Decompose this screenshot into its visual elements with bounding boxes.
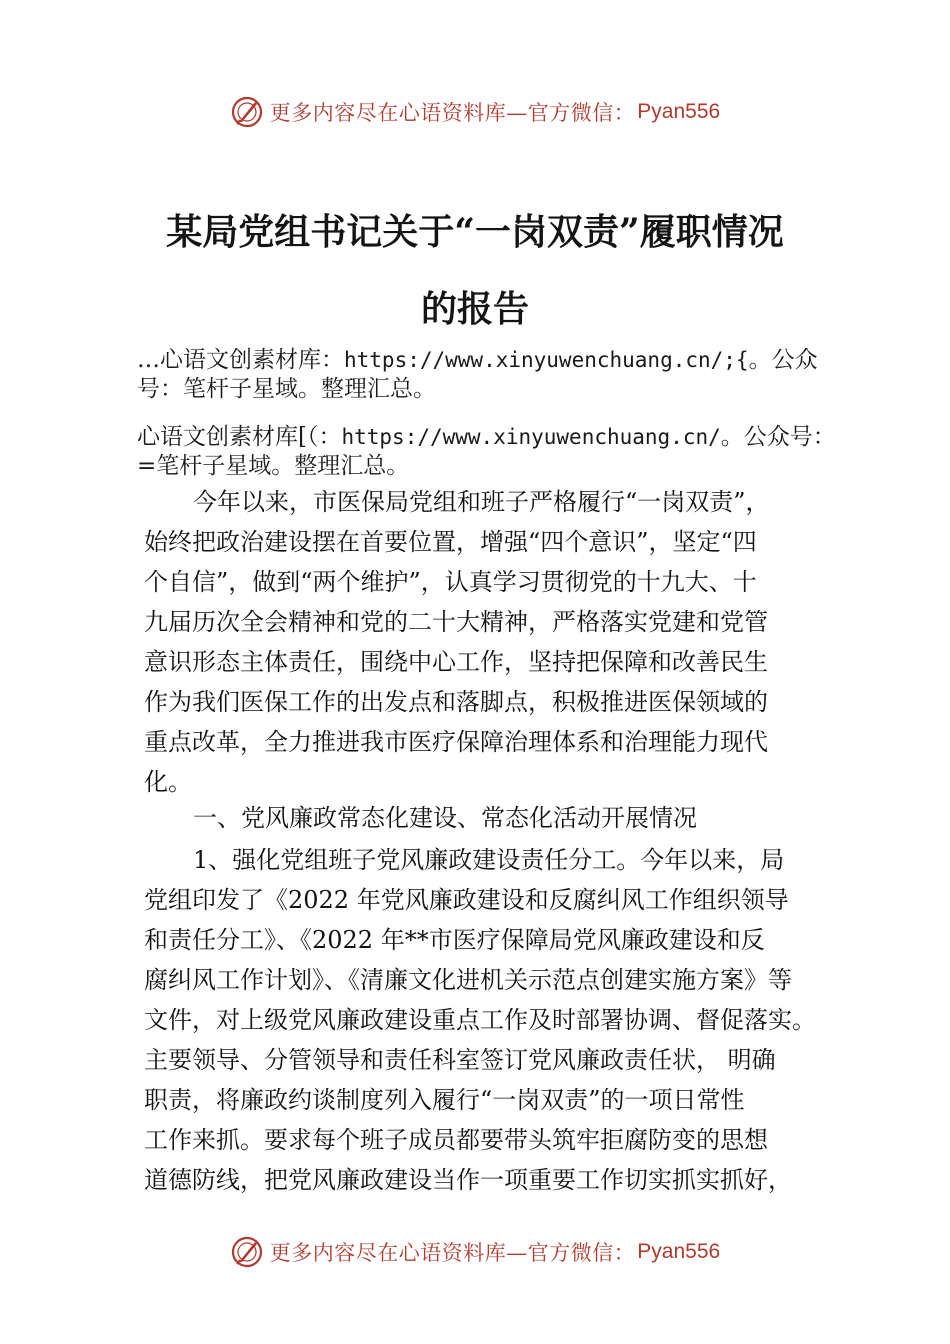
paragraph-line: 腐纠风工作计划》、《清廉文化进机关示范点创建实施方案》等 <box>144 966 792 994</box>
footer-banner <box>0 1232 950 1272</box>
paragraph-intro <box>144 482 844 802</box>
paragraph-line: 个自信”，做到“两个维护”，认真学习贯彻党的十九大、十 <box>144 568 757 596</box>
paragraph-line: 主要领导、分管领导和责任科室签订党风廉政责任状， 明确 <box>144 1046 776 1074</box>
banner-wechat-id: Pyan556 <box>637 100 721 123</box>
note-prefix: 心语文创素材库[（： <box>137 424 342 450</box>
document-title-line-1: 某局党组书记关于“一岗双责”履职情况 <box>166 211 784 253</box>
paragraph-line: 化。 <box>144 768 192 796</box>
paragraph-line: 九届历次全会精神和党的二十大精神，严格落实党建和党管 <box>144 608 768 636</box>
paragraph-line: 文件，对上级党风廉政建设重点工作及时部署协调、督促落实。 <box>144 1006 816 1034</box>
paragraph-line: 始终把政治建设摆在首要位置，增强“四个意识”，坚定“四 <box>144 528 757 556</box>
document-title-line-2: 的报告 <box>420 288 529 330</box>
note-prefix: …心语文创素材库： <box>137 347 344 373</box>
paragraph-line: 1、强化党组班子党风廉政建设责任分工。今年以来，局 <box>193 846 785 874</box>
paragraph-line: 意识形态主体责任，围绕中心工作，坚持把保障和改善民生 <box>144 648 768 676</box>
section-heading-1: 一、党风廉政常态化建设、常态化活动开展情况 <box>193 804 697 832</box>
note-url: https://www.xinyuwenchuang.cn/ <box>341 425 721 449</box>
banner-text: 更多内容尽在心语资料库—官方微信： <box>269 1241 636 1265</box>
note-suffix: 。公众号：笔杆子星域。整理汇总。 <box>137 347 818 402</box>
source-note-1 <box>137 346 837 404</box>
header-banner <box>0 92 950 132</box>
paragraph-line: 重点改革，全力推进我市医疗保障治理体系和治理能力现代 <box>144 728 768 756</box>
source-note-2 <box>137 423 837 481</box>
paragraph-line: 工作来抓。要求每个班子成员都要带头筑牢拒腐防变的思想 <box>144 1126 768 1154</box>
banner-wechat-id: Pyan556 <box>637 1240 721 1263</box>
quill-logo-icon <box>230 95 264 129</box>
paragraph-line: 和责任分工》、《2022 年**市医疗保障局党风廉政建设和反 <box>144 926 765 954</box>
paragraph-line: 职责，将廉政约谈制度列入履行“一岗双责”的一项日常性 <box>144 1086 745 1114</box>
paragraph-line: 道德防线，把党风廉政建设当作一项重要工作切实抓实抓好， <box>144 1166 792 1194</box>
quill-logo-icon <box>230 1235 264 1269</box>
banner-text: 更多内容尽在心语资料库—官方微信： <box>269 101 636 125</box>
paragraph-line: 作为我们医保工作的出发点和落脚点，积极推进医保领域的 <box>144 688 768 716</box>
paragraph-line: 党组印发了《2022 年党风廉政建设和反腐纠风工作组织领导 <box>144 886 789 914</box>
paragraph-line: 今年以来，市医保局党组和班子严格履行“一岗双责”， <box>193 488 770 516</box>
paragraph-section-1 <box>144 840 844 1200</box>
note-suffix: 。公众号：=笔杆子星域。整理汇总。 <box>137 424 836 479</box>
note-url: https://www.xinyuwenchuang.cn/;{ <box>344 348 749 372</box>
